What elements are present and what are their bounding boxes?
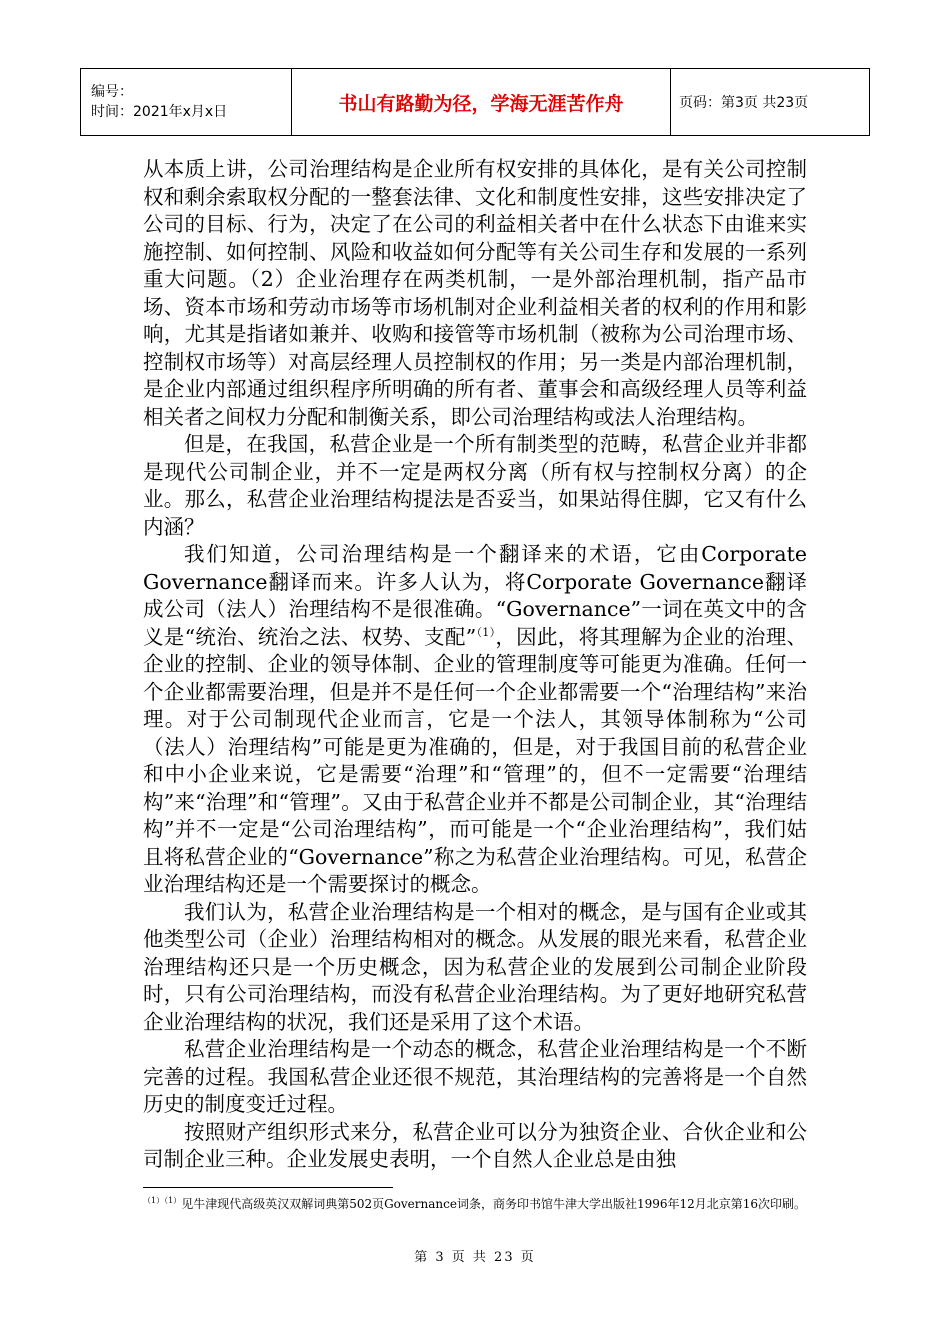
paragraph-text: ，因此，将其理解为企业的治理、企业的控制、企业的领导体制、企业的管理制度等可能更为准确。任何一个企业都需要治理，但是并不是任何一个企业都需要一个“治理结构”来治理。对于公司制现代企业而言，它是一个法人，其领导体制称为“公司（法人）治理结构”可能是更为准确的，但是，对于我国目前的私营企业和中小企业来说，它是需要“治理”和“管理”的，但不一定需要“治理结构”来“治理”和“管理”。又由于私营企业并不都是公司制企业，其“治理结构”并不一定是“公司治理结构”，而可能是一个“企业治理结构”，我们姑且将私营企业的“Governance”称之为私营企业治理结构。可见，私营企业治理结构还是一个需要探讨的概念。: [143, 624, 808, 896]
document-number: 编号：: [91, 84, 133, 100]
footnote-marker: （1）（1）: [143, 1196, 182, 1205]
document-header: [80, 68, 870, 136]
footnote-reference[interactable]: （1）: [476, 625, 496, 639]
paragraph: 但是，在我国，私营企业是一个所有制类型的范畴，私营企业并非都是现代公司制企业，并不一定是两权分离（所有权与控制权分离）的企业。那么，私营企业治理结构提法是否妥当，如果站得住脚，它又有什么内涵？: [143, 432, 807, 539]
document-date: 时间：2021年x月x日: [91, 104, 228, 120]
header-motto: 书山有路勤为径，学海无涯苦作舟: [292, 69, 671, 136]
footnote-divider: [143, 1187, 393, 1188]
paragraph: 私营企业治理结构是一个动态的概念，私营企业治理结构是一个不断完善的过程。我国私营企业还很不规范，其治理结构的完善将是一个自然历史的制度变迁过程。: [143, 1037, 807, 1116]
page-footer: 第 3 页 共 23 页: [414, 1250, 536, 1265]
paragraph: 从本质上讲，公司治理结构是企业所有权安排的具体化，是有关公司控制权和剩余索取权分配的一整套法律、文化和制度性安排，这些安排决定了公司的目标、行为，决定了在公司的利益相关者中在什么状态下由谁来实施控制、如何控制、风险和收益如何分配等有关公司生存和发展的一系列重大问题。（2）企业治理存在两类机制，一是外部治理机制，指产品市场、资本市场和劳动市场等市场机制对企业利益相关者的权利的作用和影响，尤其是指诸如兼并、收购和接管等市场机制（被称为公司治理市场、控制权市场等）对高层经理人员控制权的作用；另一类是内部治理机制，是企业内部通过组织程序所明确的所有者、董事会和高级经理人员等利益相关者之间权力分配和制衡关系，即公司治理结构或法人治理结构。: [143, 157, 807, 429]
header-meta: [81, 69, 292, 136]
footnote-text: 见牛津现代高级英汉双解词典第502页Governance词条，商务印书馆牛津大学出版社1996年12月北京第16次印刷。: [181, 1197, 807, 1211]
paragraph: 我们认为，私营企业治理结构是一个相对的概念，是与国有企业或其他类型公司（企业）治理结构相对的概念。从发展的眼光来看，私营企业治理结构还只是一个历史概念，因为私营企业的发展到公司制企业阶段时，只有公司治理结构，而没有私营企业治理结构。为了更好地研究私营企业治理结构的状况，我们还是采用了这个术语。: [143, 899, 807, 1034]
header-page-number: 页码：第3页 共23页: [671, 69, 870, 136]
document-body: [143, 156, 807, 1174]
paragraph: 按照财产组织形式来分，私营企业可以分为独资企业、合伙企业和公司制企业三种。企业发展史表明，一个自然人企业总是由独: [143, 1119, 807, 1171]
paragraph: [143, 541, 807, 899]
paragraph-text: 我们知道，公司治理结构是一个翻译来的术语，它由Corporate Governance翻译而来。许多人认为，将Corporate Governance翻译成公司（法人）治理结构不是很准确。“Governance”一词在英文中的含义是“统治、统治之法、权势、支配”: [143, 542, 807, 649]
footnote: [143, 1192, 807, 1213]
